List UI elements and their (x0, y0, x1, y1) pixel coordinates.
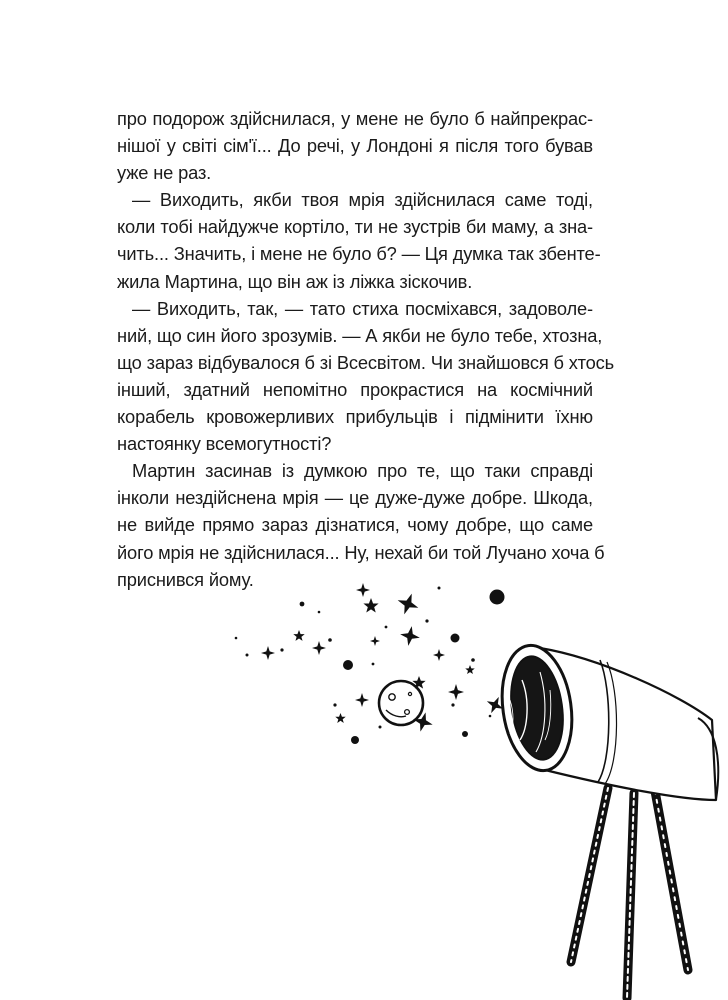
tripod-icon (571, 788, 688, 998)
text-line: нішої у світі сім'ї... До речі, у Лондоні я після того бував (117, 135, 593, 157)
text-line: Мартин засинав із думкою про те, що таки справді (132, 460, 593, 482)
text-line: уже не раз. (117, 162, 212, 184)
text-line: приснився йому. (117, 568, 254, 590)
telescope-icon (495, 641, 719, 800)
text-line: що зараз відбувалося б зі Всесвітом. Чи знайшовся б хтось (117, 351, 614, 373)
text-line: не вийде прямо зараз дізнатися, чому добре, що саме (117, 514, 593, 536)
text-line: жила Мартина, що він аж із ліжка зіскочив. (117, 270, 473, 292)
stars-icon (235, 583, 507, 744)
text-line: про подорож здійснилася, у мене не було б найпрекрас- (117, 108, 593, 129)
text-line: ний, що син його зрозумів. — А якби не було тебе, хтозна, (117, 324, 603, 346)
text-line: інший, здатний непомітно прокрастися на космічний (117, 378, 593, 400)
text-line: — Виходить, якби твоя мрія здійснилася саме тоді, (132, 189, 593, 211)
text-line: чить... Значить, і мене не було б? — Ця думка так збенте- (117, 243, 601, 265)
text-line: коли тобі найдужче кортіло, ти не зустрів би маму, а зна- (117, 216, 593, 238)
text-line: — Виходить, так, — тато стиха посміхався, задоволе- (132, 297, 593, 319)
text-line: корабель кровожерливих прибульців і підмінити їхню (117, 406, 593, 428)
text-line: інколи нездійснена мрія — це дуже-дуже добре. Шкода, (117, 487, 593, 509)
text-line: його мрія не здійснилася... Ну, нехай би той Лучано хоча б (117, 541, 605, 563)
text-line: настоянку всемогутності? (117, 433, 332, 455)
